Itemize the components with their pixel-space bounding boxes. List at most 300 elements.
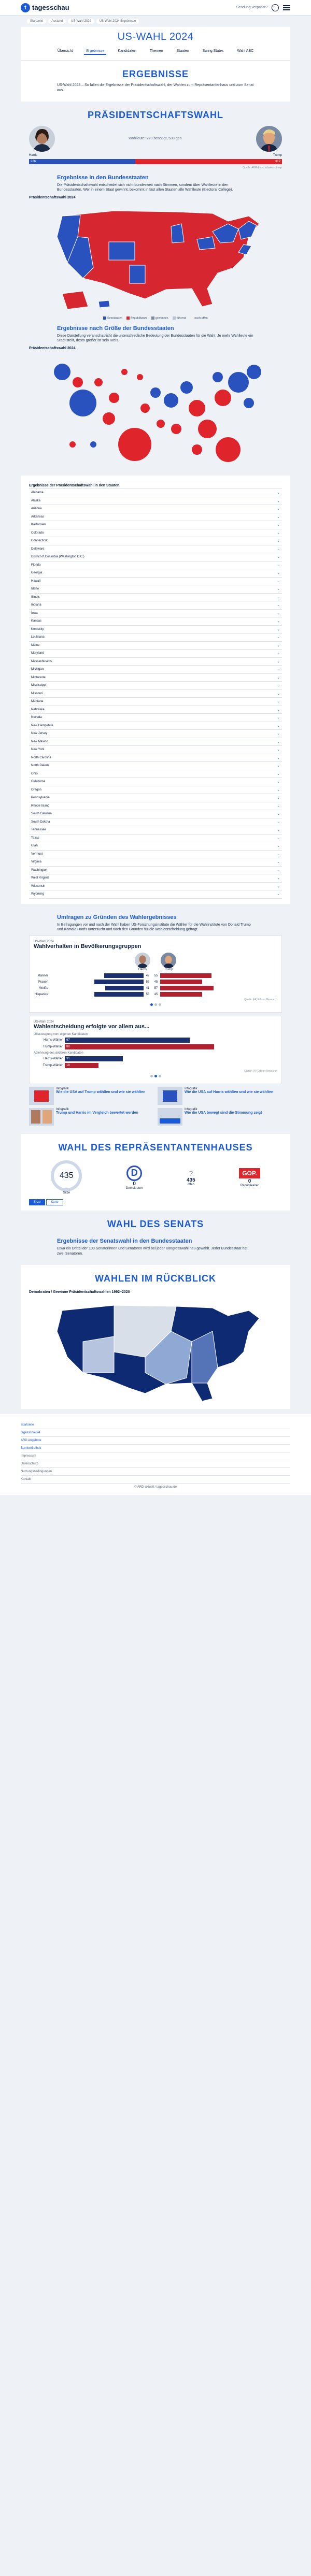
- state-name: Maine: [31, 643, 40, 647]
- state-name: Arizona: [31, 507, 42, 511]
- chevron-down-icon: ⌄: [277, 684, 280, 688]
- state-row[interactable]: [29, 521, 282, 529]
- house-section: WAHL DES REPRÄSENTANTENHAUSES 435 Sitze D 0 Demokraten ? 435 offen GOP. 0 Republikaner Sitze Karte: [21, 1134, 290, 1211]
- state-row[interactable]: [29, 505, 282, 513]
- state-name: Alaska: [31, 499, 41, 502]
- footer-link[interactable]: Impressum: [21, 1452, 290, 1460]
- site-footer: [0, 1414, 311, 1495]
- harris-label: Harris: [29, 153, 37, 157]
- state-row[interactable]: [29, 601, 282, 610]
- state-name: Minnesota: [31, 675, 46, 679]
- state-row[interactable]: [29, 562, 282, 570]
- group-label: Ablehnung des anderen Kandidaten: [34, 1052, 83, 1055]
- state-row[interactable]: [29, 786, 282, 795]
- chevron-down-icon: ⌄: [277, 772, 280, 776]
- teaser-item[interactable]: Infografik Wie die USA auf Harris wählten und wie sie wählten: [158, 1087, 282, 1105]
- motivation-bar: 80: [65, 1044, 214, 1049]
- bubble-text: Diese Darstellung veranschaulicht die unterschiedliche Bedeutung der Bundesstaaten für die Wahl: Je mehr Wahlleute ein Staat stellt, desto größer ist sein Kreis.: [57, 334, 253, 343]
- state-name: Florida: [31, 563, 41, 567]
- question-icon: ?: [189, 1169, 193, 1177]
- history-section: [21, 1265, 290, 1409]
- tab-swing-states[interactable]: Swing States: [202, 49, 224, 53]
- state-name: Mississippi: [31, 684, 47, 687]
- chevron-down-icon: ⌄: [277, 820, 280, 824]
- bubble-label: Präsidentschaftswahl 2024: [29, 347, 76, 351]
- state-name: New Mexico: [31, 740, 48, 743]
- motivation-bar: 31: [65, 1056, 123, 1061]
- dem-logo-icon: D: [126, 1165, 142, 1181]
- state-list-heading: Ergebnisse der Präsidentschaftswahl in den Staaten: [29, 484, 120, 488]
- state-name: Montana: [31, 700, 44, 703]
- state-bubble: [54, 364, 70, 380]
- chevron-down-icon: ⌄: [277, 796, 280, 800]
- state-name: Vermont: [31, 852, 43, 856]
- chevron-down-icon: ⌄: [277, 507, 280, 511]
- survey-section: [21, 904, 290, 1134]
- state-name: Connecticut: [31, 539, 48, 543]
- breadcrumb: [21, 16, 290, 27]
- state-row[interactable]: [29, 770, 282, 779]
- state-name: Missouri: [31, 692, 43, 695]
- state-list-section: [21, 476, 290, 904]
- card-kicker: US-Wahl 2024: [34, 1020, 54, 1024]
- state-row[interactable]: [29, 682, 282, 690]
- open-seats: ? 435 offen: [187, 1169, 195, 1186]
- state-row[interactable]: [29, 802, 282, 811]
- chevron-down-icon: ⌄: [277, 860, 280, 865]
- state-bubble: [109, 393, 119, 403]
- state-name: Tennessee: [31, 828, 47, 832]
- bubble-heading: Ergebnisse nach Größe der Bundesstaaten: [57, 325, 174, 332]
- chevron-down-icon: ⌄: [277, 788, 280, 792]
- trump-bar: [160, 980, 202, 984]
- senate-section: [21, 1211, 290, 1265]
- copyright: © ARD-aktuell / tagesschau.de: [134, 1485, 177, 1489]
- state-name: South Carolina: [31, 812, 52, 816]
- state-row[interactable]: [29, 730, 282, 738]
- chevron-down-icon: ⌄: [277, 531, 280, 535]
- chevron-down-icon: ⌄: [277, 547, 280, 551]
- card-source: Quelle: AP, Edison Research: [244, 1070, 277, 1073]
- state-row[interactable]: [29, 810, 282, 818]
- state-row[interactable]: [29, 642, 282, 650]
- trump-label: Trump: [273, 153, 282, 157]
- chevron-down-icon: ⌄: [277, 836, 280, 840]
- history-label: Demokraten / Gewinne Präsidentschaftswahlen 1992–2020: [29, 1290, 130, 1294]
- footer-link[interactable]: Kontakt: [21, 1476, 290, 1484]
- motivation-row: Trump-Wähler 80: [34, 1044, 277, 1049]
- state-name: Arkansas: [31, 515, 45, 519]
- survey-heading: Umfragen zu Gründen des Wahlergebnisses: [57, 914, 177, 920]
- state-bubble: [69, 441, 76, 448]
- state-bubble: [103, 412, 115, 425]
- state-name: Kalifornien: [31, 523, 46, 527]
- view-seats-button[interactable]: Sitze: [29, 1199, 45, 1205]
- state-row[interactable]: [29, 585, 282, 594]
- harris-thumb: [135, 953, 150, 968]
- site-logo[interactable]: [21, 3, 69, 12]
- chevron-down-icon: ⌄: [277, 708, 280, 712]
- senate-title: WAHL DES SENATS: [107, 1219, 204, 1230]
- state-bubble: [189, 400, 205, 416]
- state-bubble: [164, 393, 178, 408]
- state-name: Kansas: [31, 620, 42, 623]
- motivation-row: Harris-Wähler 31: [34, 1056, 277, 1061]
- carousel-dots[interactable]: [34, 1003, 277, 1006]
- tab-candidates[interactable]: Kandidaten: [118, 49, 136, 53]
- state-name: Massachusetts: [31, 659, 52, 663]
- house-title: WAHL DES REPRÄSENTANTENHAUSES: [58, 1142, 253, 1153]
- state-row[interactable]: [29, 851, 282, 859]
- trump-votes: 312: [135, 159, 282, 164]
- trump-bar: [160, 973, 211, 978]
- state-name: Washington: [31, 868, 48, 872]
- state-row[interactable]: [29, 698, 282, 706]
- chevron-down-icon: ⌄: [277, 884, 280, 888]
- trump-bar: [160, 986, 214, 990]
- chevron-down-icon: ⌄: [277, 812, 280, 816]
- state-name: Pennsylvania: [31, 796, 50, 800]
- trump-thumb: [161, 953, 176, 968]
- motivation-row: Trump-Wähler 18: [34, 1063, 277, 1068]
- state-row[interactable]: [29, 762, 282, 770]
- chevron-down-icon: ⌄: [277, 876, 280, 881]
- gop-logo-icon: GOP.: [239, 1168, 260, 1178]
- chevron-down-icon: ⌄: [277, 724, 280, 728]
- state-name: Nebraska: [31, 708, 45, 711]
- states-text: Die Präsidentschaftswahl entscheidet sich nicht bundesweit nach Stimmen, sondern über Wahlleute in den Bundesstaaten. Wer in einem Staat gewinnt, bekommt in fast allen Staaten alle Wahlleute (Electoral College).: [57, 183, 233, 192]
- survey-text: In Befragungen vor und nach der Wahl haben US-Forschungsinstitute die Wähler für die Wahlinstitute von Donald Trump und Kamala Harris untersucht und nach den Gründen für die Wahlentscheidung gefragt.: [57, 923, 251, 932]
- state-row[interactable]: [29, 858, 282, 867]
- state-row[interactable]: [29, 634, 282, 642]
- state-bubble: [228, 372, 249, 393]
- state-row[interactable]: [29, 834, 282, 843]
- state-name: Utah: [31, 844, 38, 848]
- state-name: Michigan: [31, 668, 44, 671]
- chevron-down-icon: ⌄: [277, 539, 280, 543]
- bubble-map[interactable]: [29, 351, 282, 470]
- motivation-row: Harris-Wähler 67: [34, 1038, 277, 1043]
- state-bubble: [118, 428, 151, 461]
- tab-results[interactable]: Ergebnisse: [84, 48, 106, 55]
- state-row[interactable]: [29, 746, 282, 754]
- logo-text: tagesschau: [32, 4, 69, 11]
- chevron-down-icon: ⌄: [277, 571, 280, 575]
- teaser-image: [29, 1087, 54, 1105]
- state-bubble: [137, 374, 143, 380]
- footer-link[interactable]: Barrierefreiheit: [21, 1445, 290, 1452]
- site-header: [0, 0, 311, 16]
- state-row[interactable]: [29, 537, 282, 545]
- state-bubble: [192, 444, 202, 455]
- state-name: Oregon: [31, 788, 42, 791]
- chevron-down-icon: ⌄: [277, 491, 280, 495]
- group-label: Überzeugung vom eigenen Kandidaten: [34, 1033, 88, 1037]
- view-map-button[interactable]: Karte: [46, 1199, 63, 1205]
- state-bubble: [244, 398, 254, 408]
- state-name: Maryland: [31, 652, 44, 655]
- state-name: North Dakota: [31, 764, 50, 768]
- demographic-row: Weiße 41 57: [34, 986, 277, 990]
- chevron-down-icon: ⌄: [277, 563, 280, 567]
- state-row[interactable]: [29, 610, 282, 618]
- demographic-row: Männer 42 55: [34, 973, 277, 978]
- menu-icon[interactable]: [283, 5, 290, 10]
- state-row[interactable]: [29, 738, 282, 746]
- state-bubble: [90, 441, 96, 448]
- chevron-down-icon: ⌄: [277, 636, 280, 640]
- state-name: Kentucky: [31, 627, 44, 631]
- breadcrumb-item[interactable]: Startseite: [27, 19, 46, 24]
- senate-heading: Ergebnisse der Senatswahl in den Bundesstaaten: [57, 1238, 192, 1245]
- state-row[interactable]: [29, 553, 282, 562]
- state-name: Oklahoma: [31, 780, 46, 784]
- harris-bar: [94, 992, 144, 997]
- page-title: US-WAHL 2024: [117, 31, 194, 42]
- state-name: Virginia: [31, 860, 41, 864]
- state-row[interactable]: [29, 666, 282, 674]
- chevron-down-icon: ⌄: [277, 515, 280, 519]
- house-seats-donut: 435: [51, 1160, 82, 1191]
- harris-bar: [94, 980, 144, 984]
- rep-seats: GOP. 0 Republikaner: [239, 1168, 260, 1187]
- state-name: South Dakota: [31, 820, 50, 824]
- chevron-down-icon: ⌄: [277, 555, 280, 559]
- card-title: Wahlverhalten in Bevölkerungsgruppen: [34, 943, 142, 950]
- chevron-down-icon: ⌄: [277, 893, 280, 897]
- chevron-down-icon: ⌄: [277, 668, 280, 672]
- state-bubble: [213, 372, 223, 382]
- teaser-image: [29, 1108, 54, 1126]
- state-row[interactable]: [29, 794, 282, 802]
- us-results-map[interactable]: [29, 200, 282, 314]
- trump-col: Trump: [164, 968, 173, 972]
- chevron-down-icon: ⌄: [277, 579, 280, 583]
- state-row[interactable]: [29, 714, 282, 722]
- state-row[interactable]: [29, 890, 282, 899]
- history-map[interactable]: [29, 1295, 282, 1404]
- state-name: Iowa: [31, 611, 38, 615]
- state-row[interactable]: [29, 874, 282, 883]
- state-bubble: [121, 369, 128, 375]
- electoral-vote-bar: [29, 159, 282, 164]
- tab-overview[interactable]: Übersicht: [57, 49, 73, 53]
- chevron-down-icon: ⌄: [277, 692, 280, 696]
- state-bubble: [150, 387, 161, 398]
- teaser-item[interactable]: Infografik Wie die USA bewegt sind die Stimmung zeigt: [158, 1108, 282, 1126]
- chevron-down-icon: ⌄: [277, 732, 280, 736]
- tab-abc[interactable]: Wahl ABC: [237, 49, 254, 53]
- state-row[interactable]: [29, 674, 282, 682]
- chevron-down-icon: ⌄: [277, 700, 280, 704]
- carousel-dots[interactable]: [34, 1075, 277, 1077]
- state-bubble: [215, 390, 231, 406]
- chevron-down-icon: ⌄: [277, 523, 280, 527]
- motivation-bar: 18: [65, 1063, 98, 1068]
- state-name: West Virginia: [31, 876, 50, 880]
- state-name: Ohio: [31, 772, 38, 775]
- state-row[interactable]: [29, 489, 282, 497]
- tab-bar: [21, 46, 290, 61]
- state-row[interactable]: [29, 650, 282, 658]
- chevron-down-icon: ⌄: [277, 852, 280, 856]
- state-bubble: [198, 420, 217, 438]
- chevron-down-icon: ⌄: [277, 716, 280, 720]
- main-content: [21, 16, 290, 1409]
- electors-needed: Wahlleute: 270 benötigt, 538 ges.: [128, 137, 183, 141]
- trump-bar: [160, 992, 202, 997]
- breadcrumb-item[interactable]: Ausland: [48, 19, 66, 24]
- state-bubble: [69, 390, 96, 416]
- logo-icon: t: [21, 3, 30, 12]
- state-bubble: [171, 424, 181, 434]
- chevron-down-icon: ⌄: [277, 780, 280, 784]
- chevron-down-icon: ⌄: [277, 748, 280, 752]
- state-name: Texas: [31, 836, 39, 840]
- card-title: Wahlentscheidung erfolgte vor allem aus...: [34, 1024, 150, 1030]
- harris-col: Harris: [138, 968, 147, 972]
- state-row[interactable]: [29, 722, 282, 730]
- demographics-card: [29, 936, 282, 1013]
- state-bubble: [180, 381, 193, 394]
- footer-link[interactable]: Nutzungsbedingungen: [21, 1468, 290, 1476]
- state-row[interactable]: [29, 778, 282, 786]
- tab-states[interactable]: Staaten: [176, 49, 189, 53]
- state-name: District of Columbia (Washington D.C.): [31, 555, 84, 559]
- state-accordion: [29, 488, 282, 899]
- state-bubble: [140, 404, 150, 413]
- president-title: PRÄSIDENTSCHAFTSWAHL: [88, 109, 223, 120]
- state-name: Nevada: [31, 716, 42, 719]
- teaser-item[interactable]: Infografik Trump und Harris im Vergleich bewertet werden: [29, 1108, 153, 1126]
- footer-link[interactable]: ARD Angebote: [21, 1437, 290, 1445]
- harris-portrait: [29, 126, 55, 152]
- state-name: Alabama: [31, 491, 44, 495]
- state-row[interactable]: [29, 497, 282, 506]
- state-name: Colorado: [31, 531, 44, 535]
- state-bubble: [216, 437, 241, 462]
- footer-link[interactable]: Datenschutz: [21, 1460, 290, 1468]
- chevron-down-icon: ⌄: [277, 611, 280, 615]
- chevron-down-icon: ⌄: [277, 804, 280, 808]
- state-name: Delaware: [31, 547, 45, 551]
- state-row[interactable]: [29, 545, 282, 554]
- state-row[interactable]: [29, 658, 282, 666]
- card-source: Quelle: AP, Edison Research: [244, 998, 277, 1002]
- missed-show-link[interactable]: Sendung verpasst?: [236, 6, 267, 9]
- motivation-bar: 67: [65, 1038, 190, 1043]
- states-heading: Ergebnisse in den Bundesstaaten: [57, 174, 149, 181]
- dem-seats: D 0 Demokraten: [126, 1165, 143, 1190]
- state-row[interactable]: [29, 883, 282, 891]
- harris-votes: 226: [29, 159, 135, 164]
- state-name: Indiana: [31, 603, 41, 607]
- map-legend: Demokraten Republikaner gewonnen führend noch offen: [29, 316, 282, 320]
- chevron-down-icon: ⌄: [277, 764, 280, 768]
- state-row[interactable]: [29, 867, 282, 875]
- breadcrumb-item[interactable]: US-Wahl 2024: [68, 19, 94, 24]
- state-name: Georgia: [31, 571, 43, 575]
- map-label: Präsidentschaftswahl 2024: [29, 196, 76, 200]
- state-row[interactable]: [29, 594, 282, 602]
- chevron-down-icon: ⌄: [277, 643, 280, 647]
- card-kicker: US-Wahl 2024: [34, 940, 54, 944]
- search-icon[interactable]: [272, 4, 279, 11]
- teaser-item[interactable]: Infografik Wie die USA auf Trump wählten und wie sie wählten: [29, 1087, 153, 1105]
- teaser-image: [158, 1108, 182, 1126]
- state-bubble: [94, 378, 103, 386]
- state-row[interactable]: [29, 617, 282, 626]
- state-name: Wisconsin: [31, 884, 46, 888]
- state-name: Wyoming: [31, 893, 44, 896]
- state-row[interactable]: [29, 569, 282, 578]
- state-row[interactable]: [29, 826, 282, 834]
- chevron-down-icon: ⌄: [277, 620, 280, 624]
- state-bubble: [73, 377, 83, 387]
- footer-link[interactable]: Startseite: [21, 1421, 290, 1429]
- chevron-down-icon: ⌄: [277, 675, 280, 680]
- state-name: New York: [31, 748, 45, 752]
- state-row[interactable]: [29, 842, 282, 851]
- harris-bar: [104, 973, 144, 978]
- chevron-down-icon: ⌄: [277, 603, 280, 608]
- teaser-image: [158, 1087, 182, 1105]
- chevron-down-icon: ⌄: [277, 659, 280, 664]
- chevron-down-icon: ⌄: [277, 868, 280, 872]
- chevron-down-icon: ⌄: [277, 756, 280, 760]
- state-row[interactable]: [29, 626, 282, 634]
- chevron-down-icon: ⌄: [277, 499, 280, 503]
- state-bubble: [157, 420, 165, 428]
- chevron-down-icon: ⌄: [277, 627, 280, 631]
- breadcrumb-item: US-Wahl 2024 Ergebnisse: [96, 19, 139, 24]
- state-name: North Carolina: [31, 756, 51, 759]
- chevron-down-icon: ⌄: [277, 844, 280, 848]
- state-name: Rhode Island: [31, 804, 50, 808]
- harris-bar: [105, 986, 144, 990]
- chevron-down-icon: ⌄: [277, 740, 280, 744]
- demographic-row: Frauen 53 45: [34, 980, 277, 984]
- footer-link[interactable]: tagesschau24: [21, 1429, 290, 1437]
- state-row[interactable]: [29, 706, 282, 714]
- state-name: New Hampshire: [31, 724, 53, 727]
- state-name: New Jersey: [31, 732, 48, 736]
- state-row[interactable]: [29, 529, 282, 538]
- chevron-down-icon: ⌄: [277, 828, 280, 832]
- president-section: [21, 102, 290, 476]
- chevron-down-icon: ⌄: [277, 587, 280, 592]
- state-row[interactable]: [29, 818, 282, 827]
- state-row[interactable]: [29, 513, 282, 522]
- state-name: Idaho: [31, 587, 39, 591]
- demographic-row: Hispanics 53 45: [34, 992, 277, 997]
- source-note: Quelle: AP/Edison, infratest dimap: [243, 166, 282, 169]
- state-row[interactable]: [29, 754, 282, 762]
- chevron-down-icon: ⌄: [277, 595, 280, 599]
- state-row[interactable]: [29, 690, 282, 698]
- trump-portrait: [256, 126, 282, 152]
- state-bubble: [247, 365, 261, 379]
- results-title: ERGEBNISSE: [122, 69, 189, 79]
- state-name: Illinois: [31, 595, 40, 599]
- state-row[interactable]: [29, 578, 282, 586]
- state-name: Hawaii: [31, 579, 41, 583]
- chevron-down-icon: ⌄: [277, 652, 280, 656]
- tab-topics[interactable]: Themen: [149, 49, 163, 53]
- motivation-card: [29, 1016, 282, 1084]
- history-title: WAHLEN IM RÜCKBLICK: [95, 1273, 216, 1284]
- results-intro: US-Wahl 2024 – So fallen die Ergebnisse der Präsidentschaftswahl, der Wahlen zum Repräsentantenhaus und zum Senat aus.: [57, 83, 254, 92]
